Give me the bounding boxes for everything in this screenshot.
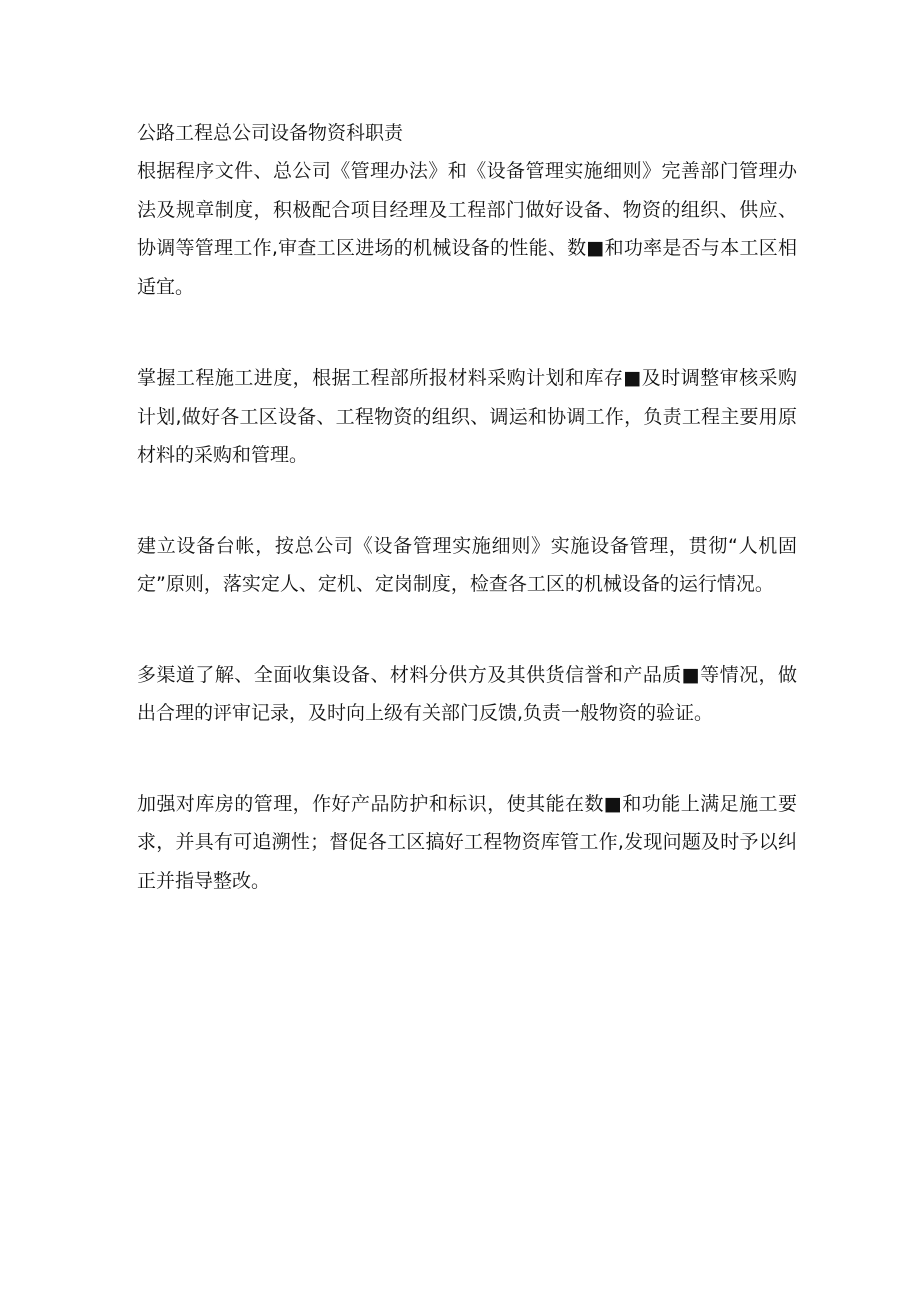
paragraph-2: 掌握工程施工进度，根据工程部所报材料采购计划和库存■及时调整审核采购计划,做好各工区设备、工程物资的组织、调运和协调工作，负责工程主要用原材料的采购和管理。 (137, 367, 797, 466)
paragraph-3: 建立设备台帐，按总公司《设备管理实施细则》实施设备管理，贯彻“人机固定”原则，落实定人、定机、定岗制度，检查各工区的机械设备的运行情况。 (137, 534, 797, 595)
paragraph-5: 加强对库房的管理，作好产品防护和标识，使其能在数■和功能上满足施工要求，并具有可追溯性；督促各工区搞好工程物资库管工作,发现问题及时予以纠正并指导整改。 (137, 792, 797, 892)
document-page (137, 114, 797, 900)
document-title: 公路工程总公司设备物资科职责 (137, 122, 404, 144)
paragraph-4: 多渠道了解、全面收集设备、材料分供方及其供货信誉和产品质■等情况，做出合理的评审记录，及时向上级有关部门反馈,负责一般物资的验证。 (137, 663, 797, 724)
paragraph-1: 根据程序文件、总公司《管理办法》和《设备管理实施细则》完善部门管理办法及规章制度，积极配合项目经理及工程部门做好设备、物资的组织、供应、协调等管理工作,审查工区进场的机械设备的性能、数■和功率是否与本工区相适宜。 (137, 160, 797, 298)
